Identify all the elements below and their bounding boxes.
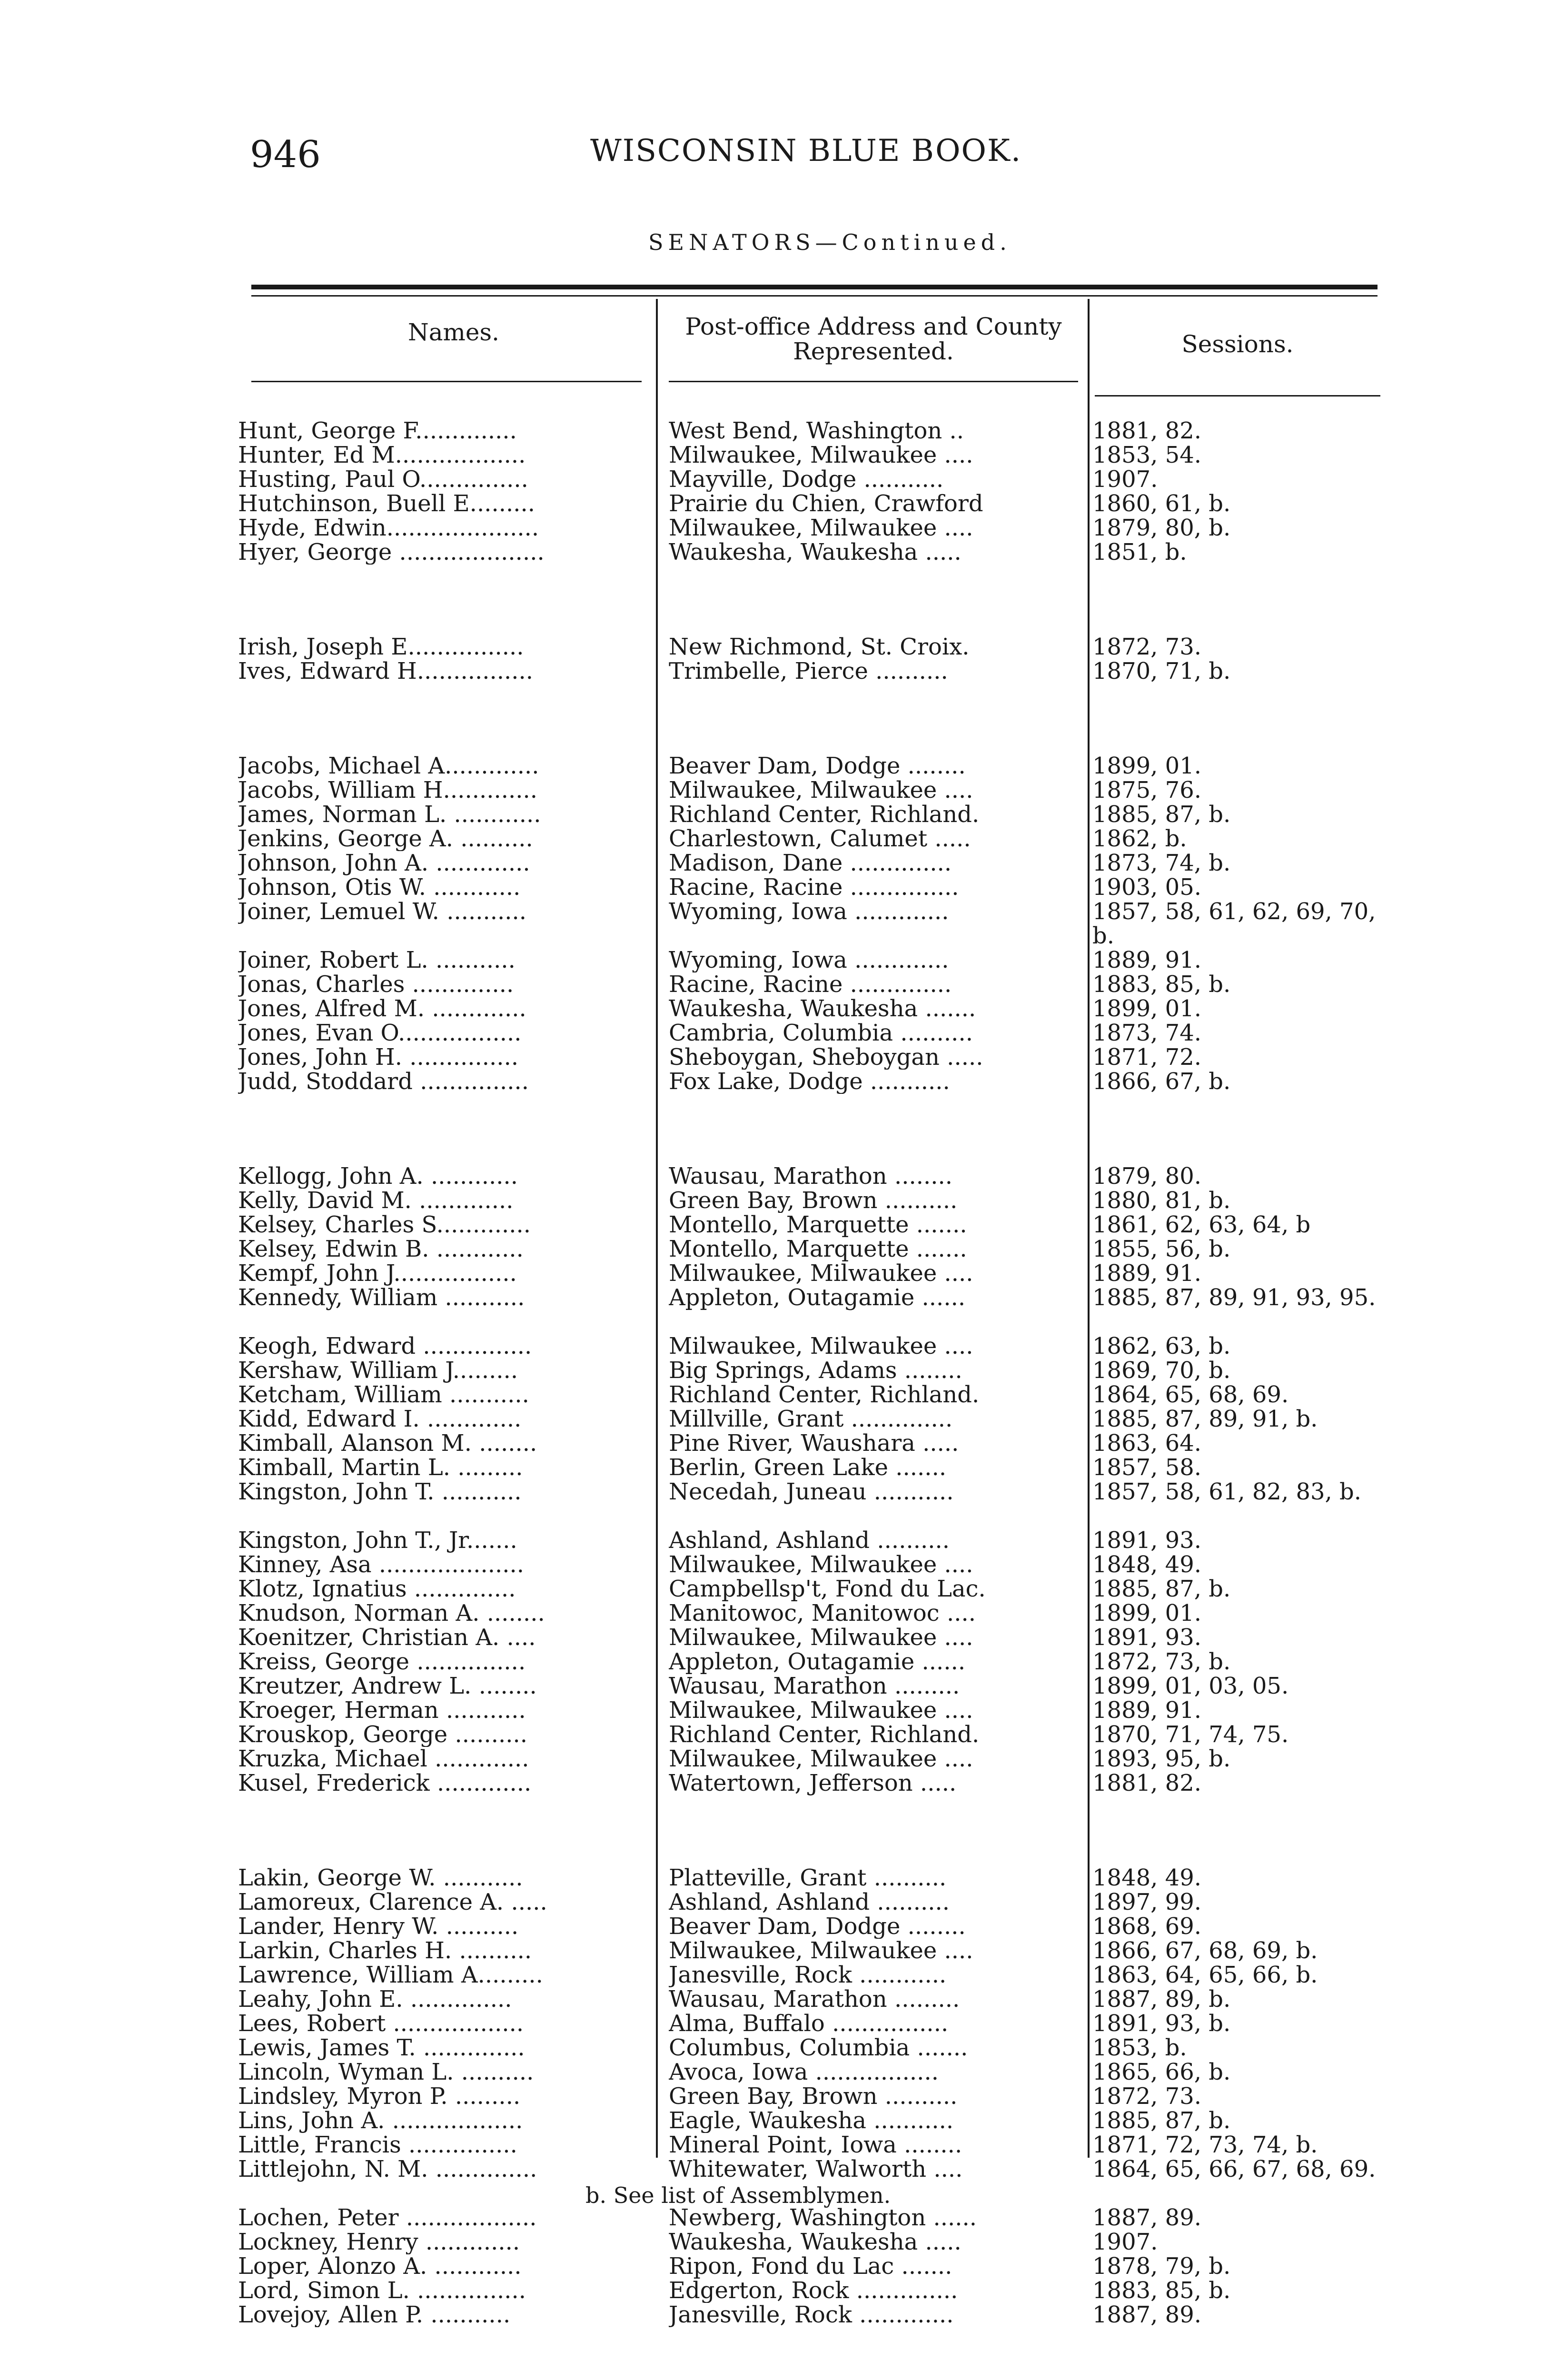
- post-office-address: Fox Lake, Dodge ...........: [669, 1070, 950, 1094]
- senator-name: Kennedy, William ...........: [238, 1286, 525, 1311]
- senator-name: Loper, Alonzo A. ............: [238, 2254, 522, 2279]
- post-office-address: Manitowoc, Manitowoc ....: [669, 1601, 976, 1626]
- senator-name: Kruzka, Michael .............: [238, 1747, 529, 1771]
- post-office-address: Milwaukee, Milwaukee ....: [669, 516, 973, 540]
- post-office-address: Watertown, Jefferson .....: [669, 1771, 957, 1795]
- sessions-served: 1848, 49.: [1092, 1553, 1202, 1577]
- sessions-served: 1864, 65, 68, 69.: [1092, 1383, 1289, 1407]
- sessions-served: 1873, 74.: [1092, 1021, 1202, 1045]
- senator-name: Judd, Stoddard ...............: [238, 1070, 529, 1094]
- post-office-address: Columbus, Columbia .......: [669, 2036, 968, 2060]
- sessions-served: 1883, 85, b.: [1092, 972, 1231, 997]
- letter-group-i: [669, 635, 1078, 684]
- sessions-served: 1885, 87, b.: [1092, 1577, 1231, 1601]
- page-number: 946: [250, 133, 321, 176]
- senator-name: Krouskop, George ..........: [238, 1723, 528, 1747]
- sessions-served: 1868, 69.: [1092, 1914, 1202, 1939]
- sessions-served: 1857, 58.: [1092, 1456, 1202, 1480]
- post-office-address: Mayville, Dodge ...........: [669, 467, 944, 492]
- post-office-address: Platteville, Grant ..........: [669, 1866, 947, 1890]
- letter-group-l: [238, 1866, 657, 2327]
- post-office-address: Appleton, Outagamie ......: [669, 1286, 966, 1311]
- sessions-served: 1880, 81, b.: [1092, 1189, 1231, 1213]
- post-office-address: Milwaukee, Milwaukee ....: [669, 443, 973, 467]
- sessions-served: 1872, 73.: [1092, 635, 1202, 659]
- post-office-address: Waukesha, Waukesha .......: [669, 997, 976, 1021]
- post-office-address: Milwaukee, Milwaukee ....: [669, 1626, 973, 1650]
- post-office-address: West Bend, Washington ..: [669, 419, 964, 443]
- post-office-address: Richland Center, Richland.: [669, 1723, 980, 1747]
- sessions-served: 1899, 01.: [1092, 997, 1202, 1021]
- senator-name: Klotz, Ignatius ..............: [238, 1577, 516, 1601]
- top-rule: [251, 285, 1378, 289]
- sessions-served: 1871, 72, 73, 74, b.: [1092, 2133, 1318, 2157]
- address-column-header: Post-office Address and County Represented.: [685, 313, 1062, 365]
- post-office-address: Alma, Buffalo ................: [669, 2012, 949, 2036]
- senator-name: Lindsley, Myron P. .........: [238, 2084, 521, 2109]
- senator-name: Jenkins, George A. ..........: [238, 827, 533, 851]
- senator-name: Keogh, Edward ...............: [238, 1334, 532, 1359]
- section-subtitle: SENATORS—Continued.: [648, 229, 1011, 255]
- senator-name: Jonas, Charles ..............: [238, 972, 514, 997]
- senator-name: Kelsey, Edwin B. ............: [238, 1237, 524, 1261]
- letter-group-j: [1092, 754, 1387, 1094]
- senator-name: Johnson, John A. .............: [238, 851, 530, 875]
- post-office-address: Charlestown, Calumet .....: [669, 827, 971, 851]
- sessions-served: 1891, 93.: [1092, 1528, 1202, 1553]
- sessions-column: [1092, 419, 1387, 2380]
- post-office-address: Ripon, Fond du Lac .......: [669, 2254, 952, 2279]
- post-office-address: Cambria, Columbia ..........: [669, 1021, 973, 1045]
- post-office-address: Milwaukee, Milwaukee ....: [669, 1939, 973, 1963]
- senator-name: Irish, Joseph E................: [238, 635, 524, 659]
- names-column: [238, 419, 657, 2380]
- sessions-served: 1853, 54.: [1092, 443, 1202, 467]
- senator-name: Kelsey, Charles S.............: [238, 1213, 531, 1237]
- sessions-served: 1899, 01.: [1092, 1601, 1202, 1626]
- senator-name: Hunter, Ed M..................: [238, 443, 526, 467]
- names-column-header: Names.: [407, 318, 500, 346]
- senator-name: Kellogg, John A. ............: [238, 1164, 518, 1189]
- sessions-served: 1903, 05.: [1092, 875, 1202, 900]
- senator-name: Kempf, John J.................: [238, 1261, 517, 1286]
- sessions-served: 1872, 73, b.: [1092, 1650, 1231, 1674]
- sessions-served: 1907.: [1092, 467, 1158, 492]
- senator-name: Ives, Edward H................: [238, 659, 534, 684]
- senator-name: Jacobs, Michael A.............: [238, 754, 539, 778]
- sessions-served: 1864, 65, 66, 67, 68, 69.: [1092, 2157, 1376, 2182]
- sessions-served: 1871, 72.: [1092, 1045, 1202, 1070]
- post-office-address: Ashland, Ashland ..........: [669, 1890, 950, 1914]
- letter-group-k: [1092, 1164, 1387, 1795]
- column-divider-right: [1088, 299, 1090, 2158]
- sessions-served: 1881, 82.: [1092, 1771, 1202, 1795]
- letter-group-l: [669, 1866, 1078, 2327]
- sessions-served: 1873, 74, b.: [1092, 851, 1231, 875]
- post-office-address: Pine River, Waushara .....: [669, 1431, 959, 1456]
- sessions-served: 1866, 67, 68, 69, b.: [1092, 1939, 1318, 1963]
- senator-name: Kimball, Martin L. .........: [238, 1456, 523, 1480]
- running-head: WISCONSIN BLUE BOOK.: [590, 133, 1022, 169]
- sessions-served: 1878, 79, b.: [1092, 2254, 1231, 2279]
- post-office-address: Edgerton, Rock ..............: [669, 2279, 958, 2303]
- senator-name: Kelly, David M. .............: [238, 1189, 514, 1213]
- sessions-served: 1866, 67, b.: [1092, 1070, 1231, 1094]
- senator-name: Kusel, Frederick .............: [238, 1771, 532, 1795]
- post-office-address: Wyoming, Iowa .............: [669, 948, 949, 972]
- sessions-served: 1885, 87, b.: [1092, 2109, 1231, 2133]
- senator-name: Hyde, Edwin.....................: [238, 516, 539, 540]
- senator-name: Hyer, George ....................: [238, 540, 545, 565]
- sessions-served: 1869, 70, b.: [1092, 1359, 1231, 1383]
- post-office-address: Sheboygan, Sheboygan .....: [669, 1045, 983, 1070]
- post-office-address: Janesville, Rock .............: [669, 2303, 954, 2327]
- sessions-served: 1851, b.: [1092, 540, 1187, 565]
- sessions-served: 1891, 93.: [1092, 1626, 1202, 1650]
- senator-name: Kreiss, George ...............: [238, 1650, 526, 1674]
- senator-name: Kreutzer, Andrew L. ........: [238, 1674, 537, 1698]
- sessions-served: 1883, 85, b.: [1092, 2279, 1231, 2303]
- sessions-served: 1857, 58, 61, 62, 69, 70, b.: [1092, 900, 1376, 948]
- sessions-served: 1885, 87, b.: [1092, 803, 1231, 827]
- post-office-address: Wyoming, Iowa .............: [669, 900, 949, 925]
- post-office-address: Janesville, Rock ............: [669, 1963, 947, 1987]
- sessions-served: 1889, 91.: [1092, 1261, 1202, 1286]
- post-office-address: Whitewater, Walworth ....: [669, 2157, 963, 2182]
- senator-name: Hutchinson, Buell E.........: [238, 492, 535, 516]
- senator-name: Lincoln, Wyman L. ..........: [238, 2060, 534, 2084]
- sessions-served: 1891, 93, b.: [1092, 2012, 1231, 2036]
- letter-group-l: [1092, 1866, 1387, 2327]
- sessions-served: 1848, 49.: [1092, 1866, 1202, 1890]
- post-office-address: Wausau, Marathon .........: [669, 1674, 960, 1698]
- senator-name: Ketcham, William ...........: [238, 1383, 529, 1407]
- senator-name: Lewis, James T. ..............: [238, 2036, 525, 2060]
- post-office-address: Milwaukee, Milwaukee ....: [669, 1747, 973, 1771]
- senator-name: Lovejoy, Allen P. ...........: [238, 2303, 511, 2327]
- post-office-address: Wausau, Marathon .........: [669, 1987, 960, 2012]
- post-office-address: Racine, Racine ...............: [669, 875, 959, 900]
- senator-name: Koenitzer, Christian A. ....: [238, 1626, 536, 1650]
- senator-name: Larkin, Charles H. ..........: [238, 1939, 532, 1963]
- sessions-served: 1899, 01.: [1092, 754, 1202, 778]
- sessions-served: 1857, 58, 61, 82, 83, b.: [1092, 1480, 1362, 1505]
- post-office-address: Milwaukee, Milwaukee ....: [669, 778, 973, 803]
- senator-name: Leahy, John E. ..............: [238, 1987, 512, 2012]
- post-office-address: Newberg, Washington ......: [669, 2206, 977, 2230]
- senator-name: Lord, Simon L. ...............: [238, 2279, 526, 2303]
- sessions-served: 1889, 91.: [1092, 1698, 1202, 1723]
- letter-group-h: [238, 419, 657, 565]
- senator-name: Lins, John A. ..................: [238, 2109, 523, 2133]
- sessions-served: 1863, 64, 65, 66, b.: [1092, 1963, 1318, 1987]
- senator-name: Kroeger, Herman ...........: [238, 1698, 526, 1723]
- post-office-address: Mineral Point, Iowa ........: [669, 2133, 962, 2157]
- sessions-served: 1879, 80, b.: [1092, 516, 1231, 540]
- senator-name: Littlejohn, N. M. ..............: [238, 2157, 537, 2182]
- post-office-address: Green Bay, Brown ..........: [669, 2084, 958, 2109]
- senator-name: Hunt, George F..............: [238, 419, 517, 443]
- senator-name: Lawrence, William A.........: [238, 1963, 543, 1987]
- senator-name: Johnson, Otis W. ............: [238, 875, 521, 900]
- post-office-address: Millville, Grant ..............: [669, 1407, 953, 1431]
- senator-name: Joiner, Lemuel W. ...........: [238, 900, 527, 925]
- address-column: [669, 419, 1078, 2380]
- post-office-address: New Richmond, St. Croix.: [669, 635, 970, 659]
- senator-name: Kingston, John T., Jr.......: [238, 1528, 517, 1553]
- post-office-address: Richland Center, Richland.: [669, 803, 980, 827]
- letter-group-h: [669, 419, 1078, 565]
- sessions-served: 1881, 82.: [1092, 419, 1202, 443]
- post-office-address: Madison, Dane ..............: [669, 851, 952, 875]
- sessions-column-header: Sessions.: [1181, 330, 1294, 358]
- senator-name: Kidd, Edward I. .............: [238, 1407, 522, 1431]
- sessions-served: 1889, 91.: [1092, 948, 1202, 972]
- letter-group-h: [1092, 419, 1387, 565]
- header-underline-names: [251, 381, 642, 382]
- senator-name: Knudson, Norman A. ........: [238, 1601, 545, 1626]
- post-office-address: Racine, Racine ..............: [669, 972, 952, 997]
- senator-name: Lander, Henry W. ..........: [238, 1914, 519, 1939]
- sessions-served: 1863, 64.: [1092, 1431, 1202, 1456]
- senator-name: Kimball, Alanson M. ........: [238, 1431, 537, 1456]
- post-office-address: Wausau, Marathon ........: [669, 1164, 953, 1189]
- senator-name: Kershaw, William J.........: [238, 1359, 518, 1383]
- post-office-address: Waukesha, Waukesha .....: [669, 2230, 961, 2254]
- sessions-served: 1861, 62, 63, 64, b: [1092, 1213, 1311, 1237]
- sessions-served: 1899, 01, 03, 05.: [1092, 1674, 1289, 1698]
- senator-name: Lakin, George W. ...........: [238, 1866, 523, 1890]
- post-office-address: Appleton, Outagamie ......: [669, 1650, 966, 1674]
- sessions-served: 1853, b.: [1092, 2036, 1187, 2060]
- sessions-served: 1870, 71, 74, 75.: [1092, 1723, 1289, 1747]
- header-underline-sessions: [1095, 395, 1380, 397]
- senator-name: Jacobs, William H.............: [238, 778, 538, 803]
- sessions-served: 1885, 87, 89, 91, b.: [1092, 1407, 1318, 1431]
- post-office-address: Eagle, Waukesha ...........: [669, 2109, 954, 2133]
- senator-name: Jones, Alfred M. .............: [238, 997, 526, 1021]
- header-underline-address: [669, 381, 1078, 382]
- letter-group-i: [1092, 635, 1387, 684]
- senator-name: Lochen, Peter ..................: [238, 2206, 537, 2230]
- sessions-served: 1907.: [1092, 2230, 1158, 2254]
- sessions-served: 1860, 61, b.: [1092, 492, 1231, 516]
- sessions-served: 1879, 80.: [1092, 1164, 1202, 1189]
- senator-name: Little, Francis ...............: [238, 2133, 517, 2157]
- post-office-address: Necedah, Juneau ...........: [669, 1480, 954, 1505]
- sessions-served: 1855, 56, b.: [1092, 1237, 1231, 1261]
- senator-name: Jones, John H. ...............: [238, 1045, 519, 1070]
- sessions-served: 1887, 89.: [1092, 2206, 1202, 2230]
- post-office-address: Beaver Dam, Dodge ........: [669, 1914, 966, 1939]
- sessions-served: 1887, 89.: [1092, 2303, 1202, 2327]
- letter-group-k: [669, 1164, 1078, 1795]
- post-office-address: Ashland, Ashland ..........: [669, 1528, 950, 1553]
- sessions-served: 1872, 73.: [1092, 2084, 1202, 2109]
- sessions-served: 1862, 63, b.: [1092, 1334, 1231, 1359]
- post-office-address: Milwaukee, Milwaukee ....: [669, 1698, 973, 1723]
- post-office-address: Green Bay, Brown ..........: [669, 1189, 958, 1213]
- post-office-address: Berlin, Green Lake .......: [669, 1456, 947, 1480]
- post-office-address: Avoca, Iowa .................: [669, 2060, 939, 2084]
- senator-name: Lockney, Henry .............: [238, 2230, 520, 2254]
- post-office-address: Milwaukee, Milwaukee ....: [669, 1334, 973, 1359]
- letter-group-k: [238, 1164, 657, 1795]
- letter-group-j: [669, 754, 1078, 1094]
- footnote: b. See list of Assemblymen.: [585, 2182, 891, 2208]
- senator-name: Lamoreux, Clarence A. .....: [238, 1890, 547, 1914]
- post-office-address: Big Springs, Adams ........: [669, 1359, 962, 1383]
- post-office-address: Trimbelle, Pierce ..........: [669, 659, 948, 684]
- senator-name: Joiner, Robert L. ...........: [238, 948, 515, 972]
- sessions-served: 1885, 87, 89, 91, 93, 95.: [1092, 1286, 1376, 1311]
- post-office-address: Prairie du Chien, Crawford: [669, 492, 983, 516]
- post-office-address: Campbellsp't, Fond du Lac.: [669, 1577, 986, 1601]
- post-office-address: Montello, Marquette .......: [669, 1213, 967, 1237]
- senator-name: Husting, Paul O...............: [238, 467, 528, 492]
- senator-name: Jones, Evan O.................: [238, 1021, 522, 1045]
- sessions-served: 1870, 71, b.: [1092, 659, 1231, 684]
- senator-name: Lees, Robert ..................: [238, 2012, 524, 2036]
- post-office-address: Milwaukee, Milwaukee ....: [669, 1553, 973, 1577]
- senator-name: James, Norman L. ............: [238, 803, 541, 827]
- sessions-served: 1875, 76.: [1092, 778, 1202, 803]
- post-office-address: Montello, Marquette .......: [669, 1237, 967, 1261]
- senator-name: Kingston, John T. ...........: [238, 1480, 522, 1505]
- post-office-address: Richland Center, Richland.: [669, 1383, 980, 1407]
- letter-group-j: [238, 754, 657, 1094]
- post-office-address: Beaver Dam, Dodge ........: [669, 754, 966, 778]
- sessions-served: 1897, 99.: [1092, 1890, 1202, 1914]
- senator-name: Kinney, Asa ....................: [238, 1553, 525, 1577]
- post-office-address: Milwaukee, Milwaukee ....: [669, 1261, 973, 1286]
- sessions-served: 1893, 95, b.: [1092, 1747, 1231, 1771]
- post-office-address: Waukesha, Waukesha .....: [669, 540, 961, 565]
- sessions-served: 1887, 89, b.: [1092, 1987, 1231, 2012]
- sessions-served: 1865, 66, b.: [1092, 2060, 1231, 2084]
- top-rule-secondary: [251, 295, 1378, 297]
- sessions-served: 1862, b.: [1092, 827, 1187, 851]
- letter-group-i: [238, 635, 657, 684]
